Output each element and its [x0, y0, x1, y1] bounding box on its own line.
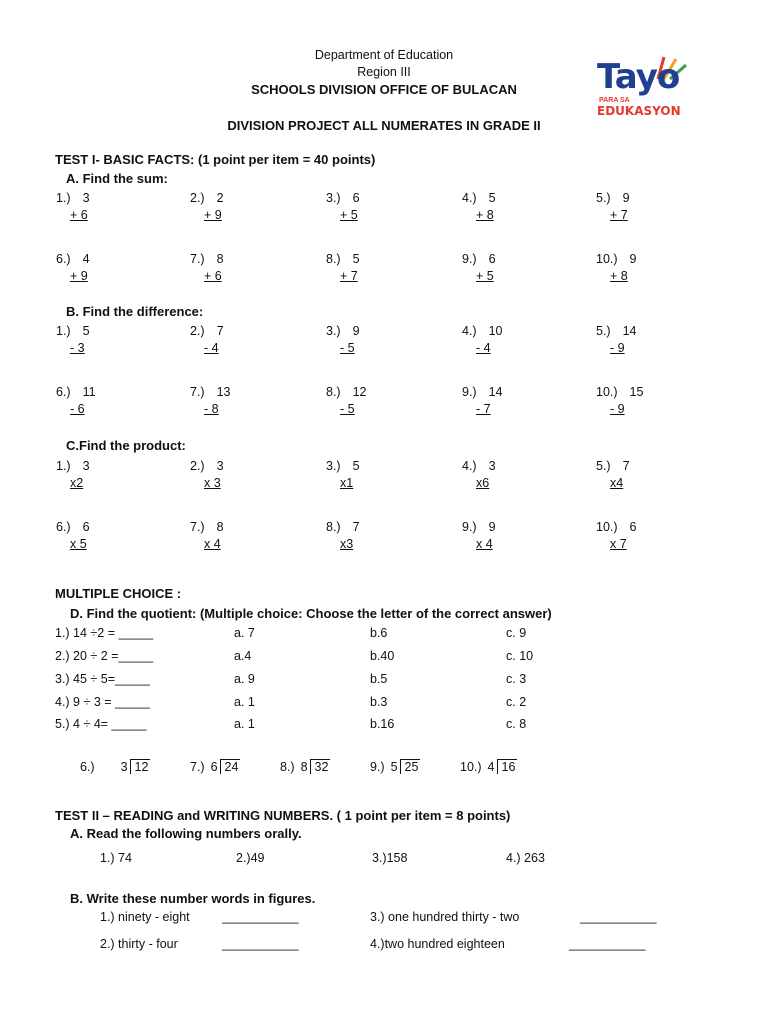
dividend: 12 [130, 759, 151, 774]
logo-text: Tayo [597, 57, 680, 97]
divisor: 5 [390, 760, 398, 774]
product-problem-bottom: x 5 [70, 537, 87, 551]
problem-number: 7.) [190, 520, 205, 534]
problem-number: 4.) [462, 459, 477, 473]
problem-number: 9.) [462, 520, 477, 534]
difference-problem-bottom: - 7 [476, 402, 491, 416]
problem-top-value: 3 [82, 459, 90, 473]
sum-problem-top [56, 191, 90, 205]
problem-number: 3.) [326, 324, 341, 338]
problem-top-value: 6 [82, 520, 90, 534]
product-problem-top [596, 520, 637, 534]
problem-top-value: 2 [216, 191, 224, 205]
divisor: 4 [487, 760, 495, 774]
problem-number: 2.) [190, 191, 205, 205]
dividend: 25 [400, 759, 421, 774]
difference-problem-top [56, 324, 90, 338]
test2-a-title: A. Read the following numbers orally. [70, 826, 302, 841]
mc-choice-a[interactable]: a.4 [234, 649, 252, 663]
problem-number: 4.) [462, 324, 477, 338]
sum-problem-top [190, 252, 224, 266]
problem-number: 6.) [56, 520, 71, 534]
sum-problem-top [326, 252, 360, 266]
difference-problem-bottom: - 8 [204, 402, 219, 416]
sum-problem-top [56, 252, 90, 266]
difference-problem-top [596, 385, 643, 399]
difference-problem-top [326, 385, 367, 399]
product-problem-bottom: x3 [340, 537, 354, 551]
product-problem-bottom: x 4 [476, 537, 493, 551]
mc-question: 3.) 45 ÷ 5=_____ [55, 672, 150, 686]
mc-choice-c[interactable]: c. 9 [506, 626, 527, 640]
mc-question: 2.) 20 ÷ 2 =_____ [55, 649, 154, 663]
product-problem-bottom: x2 [70, 476, 84, 490]
problem-top-value: 7 [622, 459, 630, 473]
difference-problem-bottom: - 9 [610, 402, 625, 416]
problem-top-value: 13 [216, 385, 231, 399]
mc-choice-b[interactable]: b.16 [370, 717, 395, 731]
product-problem-bottom: x4 [610, 476, 624, 490]
problem-top-value: 12 [352, 385, 367, 399]
problem-top-value: 10 [488, 324, 503, 338]
dividend: 32 [310, 759, 331, 774]
problem-top-value: 3 [488, 459, 496, 473]
problem-number: 9.) [370, 760, 385, 774]
write-blank[interactable]: ___________ [580, 910, 657, 924]
product-problem-top [190, 459, 224, 473]
product-problem-top [326, 459, 360, 473]
sum-problem-bottom: + 8 [610, 269, 628, 283]
problem-number: 10.) [460, 760, 482, 774]
long-division-item [280, 759, 330, 774]
write-item: 3.) one hundred thirty - two [370, 910, 520, 924]
dividend: 16 [497, 759, 518, 774]
write-blank[interactable]: ___________ [569, 937, 646, 951]
divisor: 8 [300, 760, 308, 774]
problem-top-value: 5 [352, 459, 360, 473]
write-item: 2.) thirty - four [100, 937, 178, 951]
difference-problem-top [462, 385, 503, 399]
tayo-logo [595, 55, 695, 125]
problem-top-value: 7 [216, 324, 224, 338]
sum-problem-bottom: + 6 [70, 208, 88, 222]
sum-problem-bottom: + 6 [204, 269, 222, 283]
read-item: 4.) 263 [506, 851, 545, 865]
long-division-item [190, 759, 240, 774]
sum-problem-top [462, 252, 496, 266]
problem-number: 1.) [56, 459, 71, 473]
sum-problem-bottom: + 9 [70, 269, 88, 283]
problem-top-value: 5 [82, 324, 90, 338]
product-problem-bottom: x 3 [204, 476, 221, 490]
problem-number: 3.) [326, 191, 341, 205]
problem-top-value: 3 [82, 191, 90, 205]
problem-number: 10.) [596, 252, 618, 266]
logo-sub2: EDUKASYON [597, 104, 681, 118]
product-problem-top [462, 459, 496, 473]
problem-number: 5.) [596, 191, 611, 205]
mc-choice-a[interactable]: a. 1 [234, 695, 255, 709]
sum-problem-top [596, 191, 630, 205]
product-problem-bottom: x 4 [204, 537, 221, 551]
sum-problem-bottom: + 7 [340, 269, 358, 283]
product-problem-bottom: x6 [476, 476, 490, 490]
long-division-item [370, 759, 420, 774]
difference-problem-bottom: - 4 [476, 341, 491, 355]
test1-title: TEST I- BASIC FACTS: (1 point per item = 40 points) [55, 152, 376, 167]
problem-top-value: 5 [488, 191, 496, 205]
sum-problem-top [326, 191, 360, 205]
problem-number: 7.) [190, 252, 205, 266]
problem-top-value: 5 [352, 252, 360, 266]
problem-top-value: 6 [352, 191, 360, 205]
problem-number: 6.) [56, 252, 71, 266]
mc-choice-c[interactable]: c. 8 [506, 717, 527, 731]
mc-choice-b[interactable]: b.6 [370, 626, 388, 640]
difference-problem-bottom: - 5 [340, 341, 355, 355]
mc-question: 4.) 9 ÷ 3 = _____ [55, 695, 150, 709]
divisor: 6 [210, 760, 218, 774]
mc-choice-b[interactable]: b.40 [370, 649, 395, 663]
problem-number: 8.) [326, 385, 341, 399]
difference-problem-top [462, 324, 503, 338]
sum-problem-top [190, 191, 224, 205]
mc-choice-b[interactable]: b.3 [370, 695, 388, 709]
read-item: 2.)49 [236, 851, 265, 865]
product-problem-top [56, 459, 90, 473]
problem-number: 5.) [596, 459, 611, 473]
sum-problem-top [596, 252, 637, 266]
test2-title: TEST II – READING and WRITING NUMBERS. ( 1 point per item = 8 points) [55, 808, 511, 823]
product-problem-top [462, 520, 496, 534]
sum-problem-bottom: + 8 [476, 208, 494, 222]
problem-top-value: 11 [82, 385, 96, 399]
problem-top-value: 4 [82, 252, 90, 266]
problem-top-value: 3 [216, 459, 224, 473]
difference-problem-bottom: - 9 [610, 341, 625, 355]
problem-number: 1.) [56, 191, 71, 205]
problem-number: 9.) [462, 385, 477, 399]
section-a-title: A. Find the sum: [66, 171, 168, 186]
problem-number: 5.) [596, 324, 611, 338]
product-problem-bottom: x1 [340, 476, 354, 490]
mc-question: 1.) 14 ÷2 = _____ [55, 626, 154, 640]
difference-problem-top [190, 385, 231, 399]
problem-number: 6.) [56, 385, 71, 399]
mc-choice-c[interactable]: c. 10 [506, 649, 534, 663]
long-division-item [80, 759, 150, 774]
problem-number: 10.) [596, 385, 618, 399]
problem-number: 7.) [190, 385, 205, 399]
long-division-item [460, 759, 517, 774]
problem-number: 8.) [326, 520, 341, 534]
problem-top-value: 6 [488, 252, 496, 266]
mc-choice-a[interactable]: a. 7 [234, 626, 255, 640]
mc-choice-c[interactable]: c. 2 [506, 695, 527, 709]
dept-title: Department of Education [314, 48, 454, 62]
region-title: Region III [357, 65, 411, 79]
read-item: 3.)158 [372, 851, 408, 865]
difference-problem-bottom: - 3 [70, 341, 85, 355]
problem-number: 6.) [80, 760, 95, 774]
mc-question: 5.) 4 ÷ 4= _____ [55, 717, 147, 731]
mc-choice-a[interactable]: a. 1 [234, 717, 255, 731]
problem-number: 2.) [190, 459, 205, 473]
logo-sub1: PARA SA [599, 97, 630, 104]
difference-problem-top [56, 385, 96, 399]
divisor: 3 [120, 760, 128, 774]
mc-choice-b[interactable]: b.5 [370, 672, 388, 686]
product-problem-top [56, 520, 90, 534]
section-d-title: D. Find the quotient: (Multiple choice: Choose the letter of the correct answer) [70, 606, 552, 621]
mc-choice-a[interactable]: a. 9 [234, 672, 255, 686]
problem-top-value: 9 [488, 520, 496, 534]
problem-number: 7.) [190, 760, 205, 774]
write-item: 1.) ninety - eight [100, 910, 190, 924]
test2-b-title: B. Write these number words in figures. [70, 891, 316, 906]
office-title: SCHOOLS DIVISION OFFICE OF BULACAN [251, 82, 517, 97]
sum-problem-bottom: + 9 [204, 208, 222, 222]
problem-number: 10.) [596, 520, 618, 534]
dividend: 24 [220, 759, 241, 774]
problem-top-value: 9 [629, 252, 637, 266]
difference-problem-top [326, 324, 360, 338]
mc-title: MULTIPLE CHOICE : [55, 586, 182, 601]
mc-choice-c[interactable]: c. 3 [506, 672, 527, 686]
problem-number: 9.) [462, 252, 477, 266]
product-problem-bottom: x 7 [610, 537, 627, 551]
write-blank[interactable]: ___________ [222, 937, 299, 951]
write-item: 4.)two hundred eighteen [370, 937, 505, 951]
problem-top-value: 8 [216, 252, 224, 266]
problem-number: 8.) [326, 252, 341, 266]
sum-problem-bottom: + 5 [340, 208, 358, 222]
problem-number: 1.) [56, 324, 71, 338]
sum-problem-bottom: + 5 [476, 269, 494, 283]
problem-number: 4.) [462, 191, 477, 205]
product-problem-top [190, 520, 224, 534]
difference-problem-top [596, 324, 637, 338]
difference-problem-bottom: - 4 [204, 341, 219, 355]
project-title: DIVISION PROJECT ALL NUMERATES IN GRADE II [227, 118, 541, 133]
section-c-title: C.Find the product: [66, 438, 186, 453]
product-problem-top [596, 459, 630, 473]
sum-problem-bottom: + 7 [610, 208, 628, 222]
problem-top-value: 9 [622, 191, 630, 205]
difference-problem-bottom: - 5 [340, 402, 355, 416]
problem-top-value: 8 [216, 520, 224, 534]
sum-problem-top [462, 191, 496, 205]
problem-top-value: 15 [629, 385, 644, 399]
section-b-title: B. Find the difference: [66, 304, 204, 319]
problem-top-value: 14 [488, 385, 503, 399]
difference-problem-top [190, 324, 224, 338]
product-problem-top [326, 520, 360, 534]
problem-top-value: 14 [622, 324, 637, 338]
problem-number: 2.) [190, 324, 205, 338]
problem-top-value: 6 [629, 520, 637, 534]
problem-top-value: 7 [352, 520, 360, 534]
read-item: 1.) 74 [100, 851, 132, 865]
write-blank[interactable]: ___________ [222, 910, 299, 924]
problem-number: 3.) [326, 459, 341, 473]
problem-number: 8.) [280, 760, 295, 774]
problem-top-value: 9 [352, 324, 360, 338]
difference-problem-bottom: - 6 [70, 402, 85, 416]
